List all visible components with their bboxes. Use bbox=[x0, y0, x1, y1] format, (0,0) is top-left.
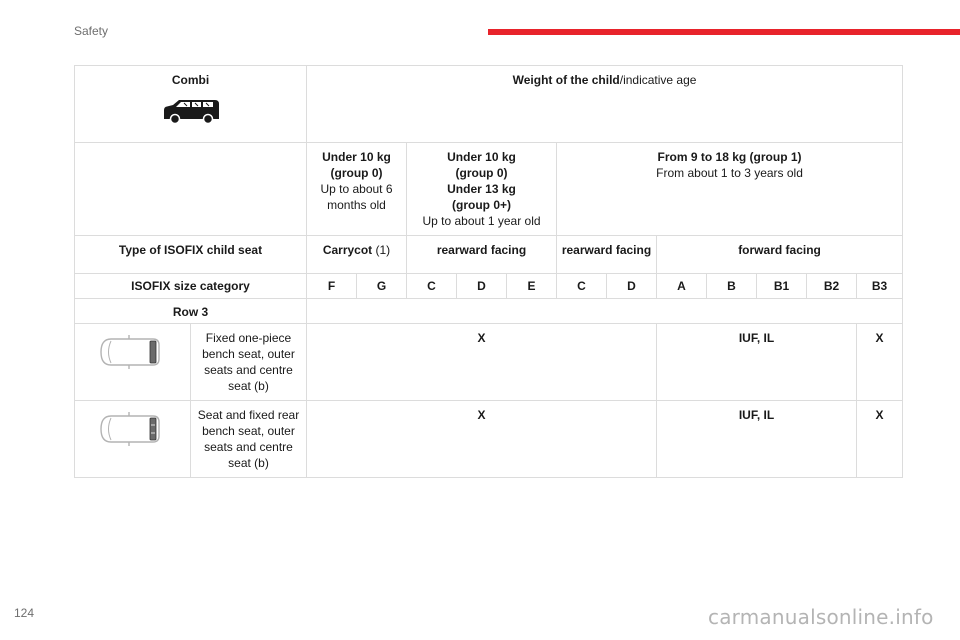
compatibility-value: X bbox=[857, 401, 903, 478]
weight-line: Up to about 6 bbox=[320, 182, 393, 196]
carrycot-label: Carrycot bbox=[322, 243, 373, 257]
empty-cell bbox=[307, 299, 903, 324]
size-category: A bbox=[657, 274, 707, 299]
size-category: C bbox=[557, 274, 607, 299]
watermark: carmanualsonline.info bbox=[708, 605, 934, 629]
isofix-table bbox=[74, 65, 903, 478]
size-category: B3 bbox=[857, 274, 903, 299]
weight-line: (group 0) bbox=[455, 166, 508, 180]
weight-group-1 bbox=[557, 143, 903, 236]
empty-cell bbox=[75, 143, 307, 236]
vehicle-cell bbox=[75, 66, 307, 143]
van-side-icon bbox=[161, 98, 221, 126]
row-label: Row 3 bbox=[75, 299, 307, 324]
size-category: E bbox=[507, 274, 557, 299]
compatibility-value: IUF, IL bbox=[657, 401, 857, 478]
size-category: B2 bbox=[807, 274, 857, 299]
size-category: B bbox=[707, 274, 757, 299]
weight-line: From about 1 to 3 years old bbox=[656, 166, 803, 180]
compatibility-value: X bbox=[307, 401, 657, 478]
seat-layout-icon bbox=[97, 408, 169, 450]
section-title: Safety bbox=[74, 24, 109, 38]
weight-line: (group 0) bbox=[330, 166, 383, 180]
section-accent-bar bbox=[488, 29, 960, 35]
size-category: F bbox=[307, 274, 357, 299]
weight-title-cell bbox=[307, 66, 903, 143]
weight-group-0plus bbox=[407, 143, 557, 236]
type-rearward-facing: rearward facing bbox=[407, 236, 557, 274]
type-carrycot bbox=[307, 236, 407, 274]
seat-layout-icon bbox=[97, 331, 169, 373]
weight-line: Up to about 1 year old bbox=[422, 214, 541, 228]
compatibility-value: IUF, IL bbox=[657, 324, 857, 401]
page-number: 124 bbox=[14, 606, 35, 620]
weight-title-rest: /indicative age bbox=[619, 73, 697, 87]
type-rearward-facing-2: rearward facing bbox=[557, 236, 657, 274]
seat-layout-cell bbox=[75, 324, 191, 401]
weight-title-bold: Weight of the child bbox=[512, 73, 620, 87]
size-category: B1 bbox=[757, 274, 807, 299]
weight-line: months old bbox=[327, 198, 386, 212]
weight-line: Under 10 kg bbox=[447, 150, 516, 164]
weight-line: Under 13 kg bbox=[447, 182, 516, 196]
weight-group-0 bbox=[307, 143, 407, 236]
type-forward-facing: forward facing bbox=[657, 236, 903, 274]
weight-line: Under 10 kg bbox=[322, 150, 391, 164]
seat-config-description: Seat and fixed rear bench seat, outer seats and centre seat (b) bbox=[191, 401, 307, 478]
size-category: D bbox=[607, 274, 657, 299]
seat-type-label: Type of ISOFIX child seat bbox=[75, 236, 307, 274]
compatibility-value: X bbox=[857, 324, 903, 401]
size-category-label: ISOFIX size category bbox=[75, 274, 307, 299]
weight-line: From 9 to 18 kg (group 1) bbox=[657, 150, 802, 164]
size-category: D bbox=[457, 274, 507, 299]
seat-layout-cell bbox=[75, 401, 191, 478]
compatibility-value: X bbox=[307, 324, 657, 401]
size-category: C bbox=[407, 274, 457, 299]
seat-config-description: Fixed one-piece bench seat, outer seats and centre seat (b) bbox=[191, 324, 307, 401]
carrycot-note: (1) bbox=[372, 243, 391, 257]
weight-line: (group 0+) bbox=[452, 198, 511, 212]
vehicle-label: Combi bbox=[171, 73, 210, 87]
size-category: G bbox=[357, 274, 407, 299]
